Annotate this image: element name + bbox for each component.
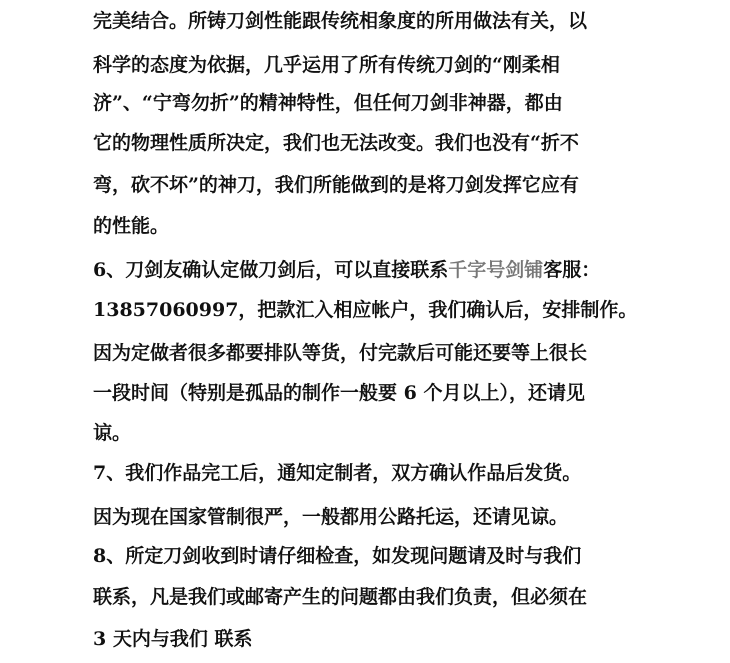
paragraph-line-2: 科学的态度为依据，几乎运用了所有传统刀剑的“刚柔相 [93, 54, 560, 76]
shop-name-link[interactable]: 千字号剑铺 [448, 259, 544, 281]
paragraph-line-5: 弯，砍不坏”的神刀，我们所能做到的是将刀剑发挥它应有 [93, 174, 579, 196]
item-7-line-1: 7、我们作品完工后，通知定制者，双方确认作品后发货。 [93, 462, 582, 484]
item-6-line-2: 13857060997，把款汇入相应帐户，我们确认后，安排制作。 [93, 299, 638, 321]
item-8-line-3: 3 天内与我们 联系 [93, 628, 253, 650]
item-6-line-1 [93, 257, 600, 283]
item-8-line-1: 8、所定刀剑收到时请仔细检查，如发现问题请及时与我们 [93, 545, 582, 567]
item-8-line-2: 联系，凡是我们或邮寄产生的问题都由我们负责，但必须在 [93, 586, 588, 608]
item-7-line-2: 因为现在国家管制很严，一般都用公路托运，还请见谅。 [93, 506, 569, 528]
paragraph-line-4: 它的物理性质所决定，我们也无法改变。我们也没有“折不 [93, 132, 579, 154]
paragraph-line-1: 完美结合。所铸刀剑性能跟传统相象度的所用做法有关，以 [93, 10, 588, 32]
item-6-line-5: 谅。 [93, 422, 132, 444]
paragraph-line-3: 济”、“宁弯勿折”的精神特性，但任何刀剑非神器，都由 [93, 92, 563, 114]
item-6-line-3: 因为定做者很多都要排队等货，付完款后可能还要等上很长 [93, 342, 588, 364]
item-6-line-4: 一段时间（特别是孤品的制作一般要 6 个月以上），还请见 [93, 382, 585, 404]
paragraph-line-6: 的性能。 [93, 215, 170, 237]
item-6-prefix: 6、刀剑友确认定做刀剑后，可以直接联系 [93, 259, 449, 281]
item-6-suffix: 客服： [543, 259, 601, 281]
